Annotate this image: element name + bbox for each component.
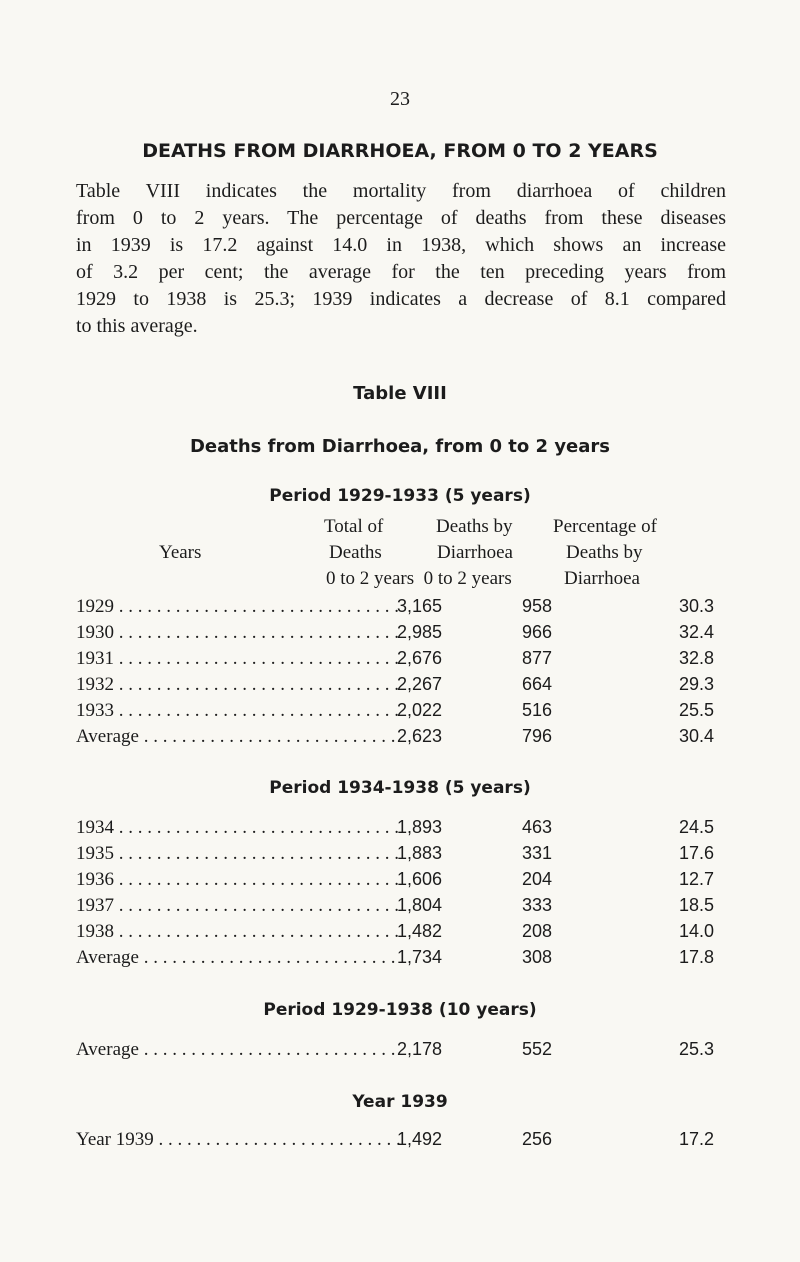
cell-percentage: 32.8 bbox=[678, 648, 714, 668]
header-years: Years bbox=[159, 542, 202, 563]
table-row-average bbox=[76, 1039, 756, 1063]
cell-total: 1,804 bbox=[396, 895, 442, 915]
header-pct-line2: Deaths by bbox=[566, 542, 643, 563]
row-label: Average . . . bbox=[76, 726, 401, 748]
cell-percentage: 24.5 bbox=[678, 817, 714, 837]
cell-diarrhoea: 204 bbox=[521, 869, 552, 889]
period-heading: Period 1929-1933 (5 years) bbox=[269, 486, 531, 506]
cell-total: 2,676 bbox=[396, 648, 442, 668]
intro-line: from 0 to 2 years. The percentage of deaths from these diseases bbox=[76, 207, 726, 229]
table-row-average bbox=[76, 947, 756, 971]
row-label: 1929 . . . bbox=[76, 596, 401, 618]
page-number: 23 bbox=[390, 88, 410, 110]
cell-total: 1,482 bbox=[396, 921, 442, 941]
cell-total: 1,492 bbox=[396, 1129, 442, 1149]
table-row bbox=[76, 843, 756, 867]
row-label: 1932 . . . bbox=[76, 674, 401, 696]
row-label: Average . . . bbox=[76, 947, 401, 969]
section-heading: DEATHS FROM DIARRHOEA, FROM 0 TO 2 YEARS bbox=[142, 140, 658, 162]
cell-diarrhoea: 208 bbox=[521, 921, 552, 941]
cell-diarrhoea: 256 bbox=[521, 1129, 552, 1149]
cell-diarrhoea: 958 bbox=[521, 596, 552, 616]
cell-percentage: 25.3 bbox=[678, 1039, 714, 1059]
row-label: 1938 . . . bbox=[76, 921, 401, 943]
table-row bbox=[76, 1129, 756, 1153]
row-label: Average . . . bbox=[76, 1039, 401, 1061]
cell-diarrhoea: 552 bbox=[521, 1039, 552, 1059]
table-row bbox=[76, 895, 756, 919]
intro-paragraph bbox=[76, 178, 726, 340]
header-total-line2: Deaths bbox=[329, 542, 382, 563]
cell-total: 2,267 bbox=[396, 674, 442, 694]
cell-diarrhoea: 966 bbox=[521, 622, 552, 642]
cell-percentage: 32.4 bbox=[678, 622, 714, 642]
cell-diarrhoea: 333 bbox=[521, 895, 552, 915]
table-row bbox=[76, 674, 756, 698]
row-label: 1935 . . . bbox=[76, 843, 401, 865]
header-pct-line1: Percentage of bbox=[553, 516, 657, 537]
cell-percentage: 25.5 bbox=[678, 700, 714, 720]
intro-line: 1929 to 1938 is 25.3; 1939 indicates a decrease of 8.1 compared bbox=[76, 288, 726, 310]
cell-percentage: 14.0 bbox=[678, 921, 714, 941]
table-row bbox=[76, 921, 756, 945]
header-total-line1: Total of bbox=[324, 516, 384, 537]
row-label: 1930 . . . bbox=[76, 622, 401, 644]
table-subtitle: Deaths from Diarrhoea, from 0 to 2 years bbox=[189, 436, 611, 457]
table-row bbox=[76, 817, 756, 841]
cell-diarrhoea: 331 bbox=[521, 843, 552, 863]
row-label: 1933 . . . bbox=[76, 700, 401, 722]
cell-total: 2,623 bbox=[396, 726, 442, 746]
cell-total: 2,178 bbox=[396, 1039, 442, 1059]
row-label: Year 1939 . . . bbox=[76, 1129, 401, 1151]
cell-percentage: 29.3 bbox=[678, 674, 714, 694]
cell-diarrhoea: 796 bbox=[521, 726, 552, 746]
header-deaths-line1: Deaths by bbox=[436, 516, 513, 537]
header-age-span: 0 to 2 years 0 to 2 years bbox=[326, 568, 512, 589]
cell-percentage: 17.8 bbox=[678, 947, 714, 967]
row-label: 1936 . . . bbox=[76, 869, 401, 891]
cell-percentage: 30.3 bbox=[678, 596, 714, 616]
cell-total: 1,883 bbox=[396, 843, 442, 863]
intro-line: Table VIII indicates the mortality from diarrhoea of children bbox=[76, 180, 726, 202]
cell-percentage: 18.5 bbox=[678, 895, 714, 915]
cell-percentage: 30.4 bbox=[678, 726, 714, 746]
header-deaths-line2: Diarrhoea bbox=[437, 542, 513, 563]
cell-diarrhoea: 516 bbox=[521, 700, 552, 720]
period-heading: Period 1934-1938 (5 years) bbox=[269, 778, 531, 798]
cell-percentage: 12.7 bbox=[678, 869, 714, 889]
row-label: 1934 . . . bbox=[76, 817, 401, 839]
cell-total: 2,022 bbox=[396, 700, 442, 720]
cell-total: 1,734 bbox=[396, 947, 442, 967]
cell-percentage: 17.2 bbox=[678, 1129, 714, 1149]
cell-diarrhoea: 308 bbox=[521, 947, 552, 967]
intro-line: in 1939 is 17.2 against 14.0 in 1938, which shows an increase bbox=[76, 234, 726, 256]
cell-diarrhoea: 664 bbox=[521, 674, 552, 694]
cell-total: 2,985 bbox=[396, 622, 442, 642]
cell-diarrhoea: 463 bbox=[521, 817, 552, 837]
cell-percentage: 17.6 bbox=[678, 843, 714, 863]
period-heading: Period 1929-1938 (10 years) bbox=[263, 1000, 537, 1020]
table-row bbox=[76, 622, 756, 646]
intro-line: of 3.2 per cent; the average for the ten preceding years from bbox=[76, 261, 726, 283]
row-label: 1931 . . . bbox=[76, 648, 401, 670]
table-row bbox=[76, 648, 756, 672]
row-label: 1937 . . . bbox=[76, 895, 401, 917]
table-row bbox=[76, 869, 756, 893]
table-row bbox=[76, 596, 756, 620]
cell-total: 1,893 bbox=[396, 817, 442, 837]
period-heading: Year 1939 bbox=[352, 1092, 448, 1112]
table-row-average bbox=[76, 726, 756, 750]
cell-total: 3,165 bbox=[396, 596, 442, 616]
cell-diarrhoea: 877 bbox=[521, 648, 552, 668]
cell-total: 1,606 bbox=[396, 869, 442, 889]
table-row bbox=[76, 700, 756, 724]
intro-line: to this average. bbox=[76, 315, 198, 337]
table-title: Table VIII bbox=[353, 383, 447, 404]
header-pct-line3: Diarrhoea bbox=[564, 568, 640, 589]
